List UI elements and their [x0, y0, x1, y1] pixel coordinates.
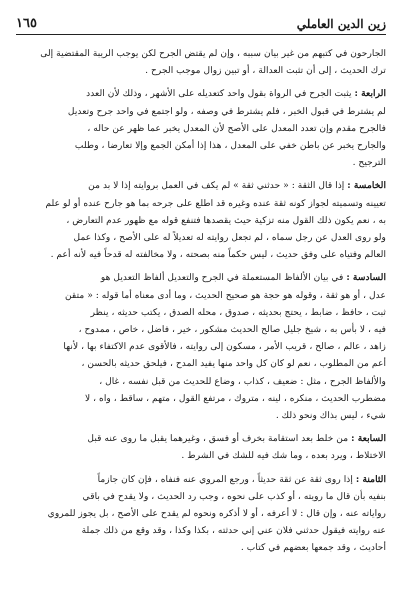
line-text: فالجرح مقدم وإن تعدد المعدل على الأصح لأن المعدل يخبر عما ظهر عن حاله ،: [87, 122, 386, 134]
line-text: أحاديث ، وقد جمعها بعضهم في كتاب .: [240, 542, 386, 554]
text-line: [16, 212, 386, 229]
text-line: [16, 522, 386, 539]
line-text: والألفاظ الجرح ، مثل : ضعيف ، كذاب ، وضاع للحديث من قبل نفسه ، غال ،: [99, 375, 386, 387]
line-text: ثبت ، حافظ ، ضابط ، يحتج بحديثه ، صدوق ، محله الصدق ، يكتب حديثه ، ينظر: [90, 306, 386, 318]
text-line: [16, 447, 386, 464]
section-term: الخامسة :: [347, 180, 386, 192]
paragraph: [16, 430, 386, 464]
line-text: يثبت الجرح في الرواة بقول واحد كتعديله على الأشهر ، وذلك لأن العدد: [86, 88, 352, 100]
line-text: الجارحون في كتبهم من غير بيان سببه ، وإن لم يقتض الجرح لكن يوجب الريبة المقتضية إلى: [40, 48, 386, 59]
line-text: فيه ، لا بأس به ، شيخ جليل صالح الحديث مشكور ، خير ، فاضل ، خاص ، ممدوح ،: [78, 324, 386, 336]
text-line: [16, 430, 386, 447]
text-line: [16, 355, 386, 372]
text-line: [16, 471, 386, 488]
text-line: [16, 338, 386, 355]
section-term: السادسة :: [346, 272, 386, 284]
text-line: [16, 304, 386, 321]
line-text: أعم من المطلوب ، نعم لو كان كل واحد منها يفيد المدح ، فيلحق حديثه بالحسن ،: [81, 358, 386, 370]
line-text: شيء ، ليس بذاك ونحو ذلك .: [275, 410, 386, 422]
line-text: ترك الحديث ، إلى أن تثبت العدالة ، أو تبين زوال موجب الجرح .: [145, 65, 386, 77]
paragraph: [16, 85, 386, 171]
paragraph: [16, 269, 386, 424]
line-text: زاهد ، عالم ، صالح ، قريب الأمر ، مسكون إلى روايته ، فالأقوى عدم الاكتفاء بها ، لأنها: [63, 341, 386, 353]
page-header: [16, 10, 386, 35]
line-text: والجارح يخبر عن باطن خفي على المعدل ، هذا إذا أمكن الجمع وإلا تعارضا ، وطلب: [74, 140, 386, 152]
text-line: [16, 137, 386, 154]
line-text: من خلط بعد استقامة بخرف أو فسق ، وغيرهما يقبل ما روى عنه قبل: [87, 433, 349, 445]
line-text: الترجيح .: [352, 157, 386, 169]
document-body: [16, 45, 386, 557]
paragraph: [16, 45, 386, 79]
text-line: [16, 505, 386, 522]
line-text: رواياته عنه ، وإن قال : لا أعرفه ، أو لا أذكره ونحوه لم يقدح على الأصح ، بل يجوز للمروي: [47, 508, 386, 520]
text-line: [16, 539, 386, 556]
text-line: [16, 103, 386, 120]
text-line: [16, 229, 386, 246]
text-line: [16, 390, 386, 407]
line-text: عنه روايته فيقول حدثني فلان عني إني حدثته ، بكذا وكذا ، وقد وقع من ذلك جملة: [81, 525, 386, 537]
text-line: [16, 62, 386, 79]
page-number: ١٦٥: [16, 16, 37, 31]
section-term: السابعة :: [351, 433, 386, 445]
text-line: [16, 246, 386, 263]
line-text: ولو روى العدل عن رجل سماه ، لم تجعل روايته له تعديلاً له على الأصح ، وكذا عمل: [73, 232, 386, 244]
text-line: [16, 120, 386, 137]
text-line: [16, 407, 386, 424]
line-text: الاختلاط ، ويرد بعده ، وما شك فيه للشك في الشرط .: [181, 450, 386, 462]
line-text: عدل ، أو هو ثقة ، وقوله هو حجة هو صحيح الحديث ، وما أدى معناه أما قوله : « متقن: [64, 289, 386, 301]
text-line: [16, 373, 386, 390]
paragraph: [16, 177, 386, 263]
running-title: زين الدين العاملي: [296, 17, 386, 31]
text-line: [16, 45, 386, 62]
line-text: العالم وفتياه على وفق حديث ، ليس حكماً منه بصحته ، ولا مخالفته له قدحاً فيه لأنه أعم .: [50, 249, 386, 261]
line-text: به ، نعم يكون ذلك القول منه تزكية حيث يقصدها فتنفع قوله مع ظهور عدم التعارض ،: [66, 214, 386, 226]
line-text: إذا قال الثقة : « حدثني ثقة » لم يكف في العمل بروايته إذا لا بد من: [88, 180, 345, 192]
text-line: [16, 154, 386, 171]
line-text: إذا روى ثقة عن ثقة حديثاً ، ورجع المروي عنه فنفاه ، فإن كان جازماً: [97, 473, 353, 485]
text-line: [16, 321, 386, 338]
section-term: الرابعة :: [354, 88, 386, 100]
text-line: [16, 269, 386, 286]
text-line: [16, 177, 386, 194]
line-text: تعيينه وتسميته لجواز كونه ثقة عنده وغيره قد اطلع على جرحه بما هو جارح عنده أو لو علم: [45, 197, 386, 209]
line-text: في بيان الألفاظ المستعملة في الجرح والتعديل ألفاظ التعديل هو: [100, 272, 344, 284]
paragraph: [16, 471, 386, 557]
line-text: بنفيه بأن قال ما رويته ، أو كذب على نحوه ، وجب رد الحديث ، ولا يقدح في باقي: [82, 490, 386, 502]
text-line: [16, 287, 386, 304]
line-text: لم يشترط في قبول الخبر ، فلم يشترط في وصفه ، ولو اجتمع في واحد جرح وتعديل: [67, 105, 386, 117]
section-term: الثامنة :: [355, 473, 386, 485]
line-text: مضطرب الحديث ، منكره ، لينه ، متروك ، مرتفع القول ، متهم ، ساقط ، واه ، لا: [84, 392, 386, 404]
text-line: [16, 195, 386, 212]
text-line: [16, 488, 386, 505]
text-line: [16, 85, 386, 102]
